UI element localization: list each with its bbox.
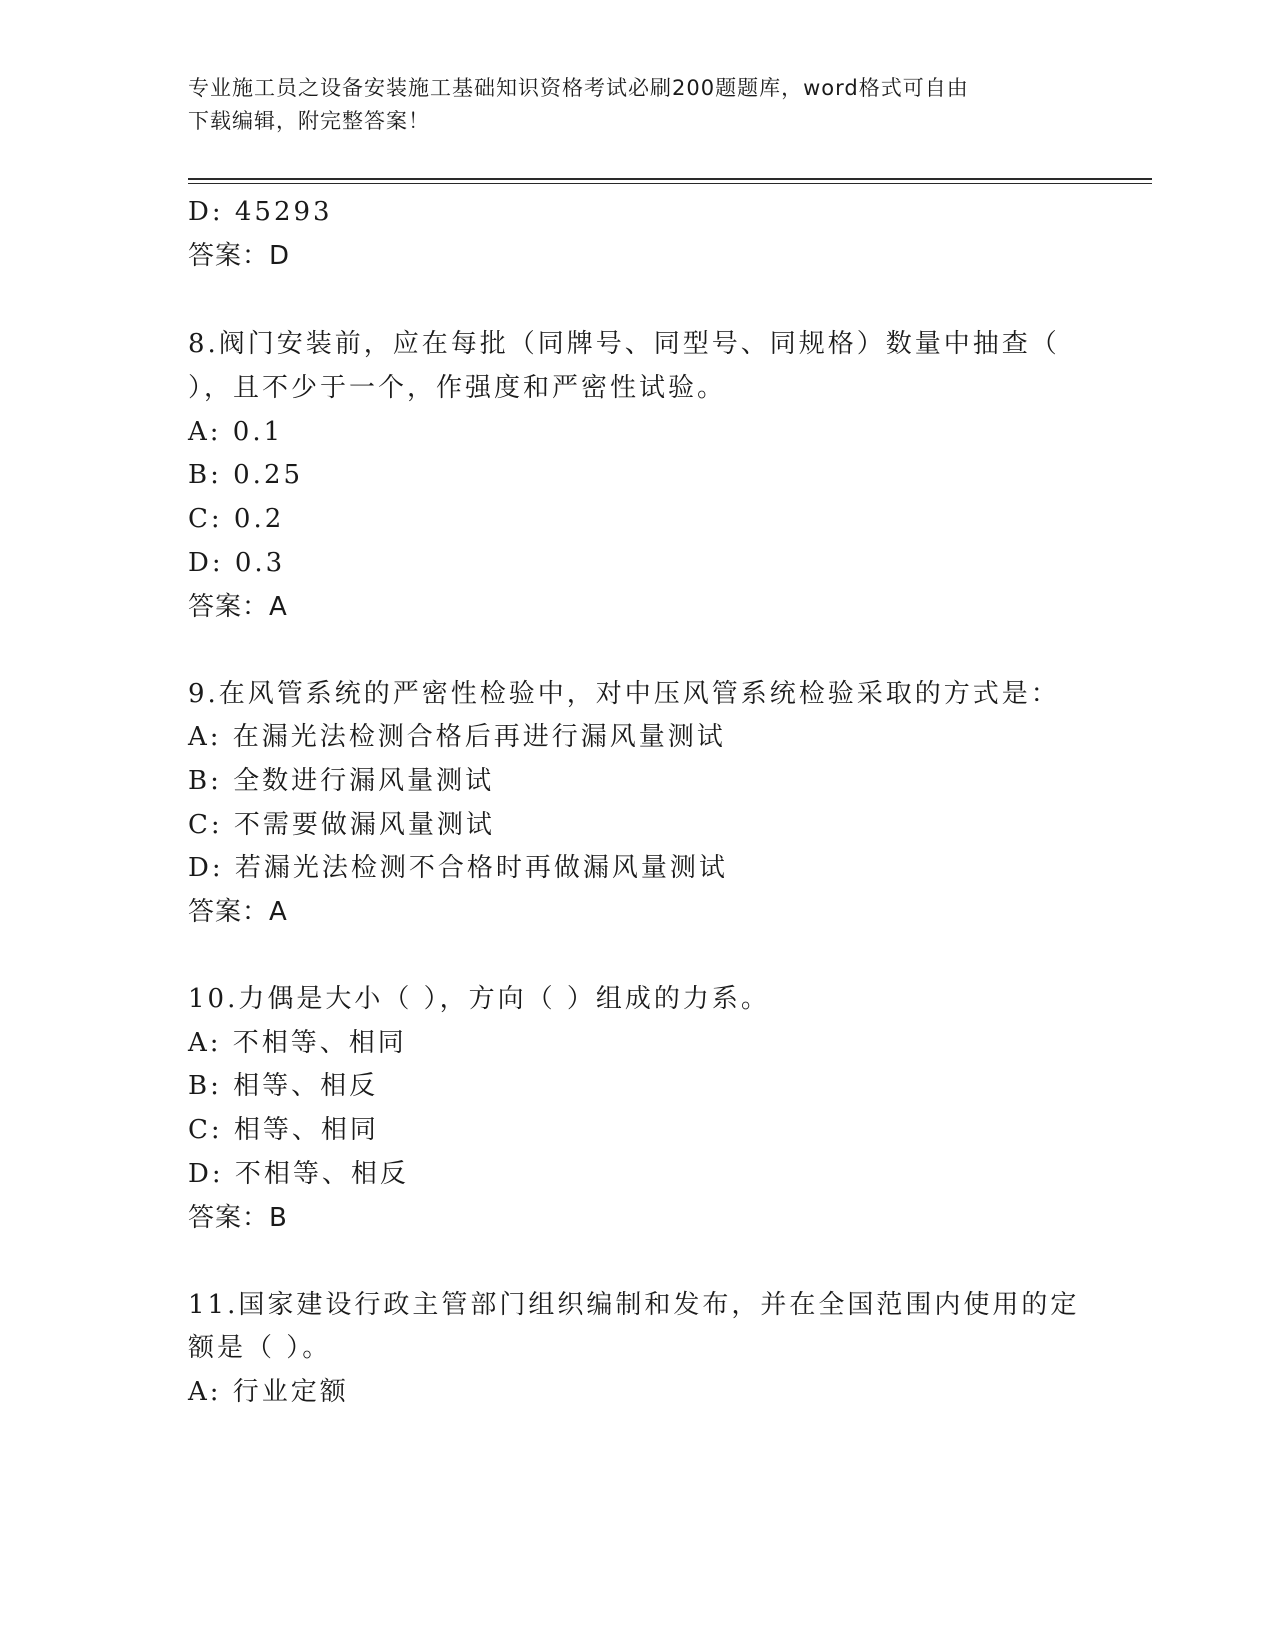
q8-option-b: B: 0.25	[188, 460, 304, 490]
header-divider-thick	[188, 178, 1152, 180]
q9-option-b: B: 全数进行漏风量测试	[188, 766, 495, 796]
q11-option-a: A: 行业定额	[188, 1377, 349, 1407]
q10-stem-line-1: 10.力偶是大小（ ），方向（ ）组成的力系。	[188, 984, 770, 1014]
q9-stem-line-1: 9.在风管系统的严密性检验中，对中压风管系统检验采取的方式是：	[188, 679, 1060, 709]
header-divider-thin	[188, 183, 1152, 184]
q8-option-d: D: 0.3	[188, 548, 286, 578]
q10-option-a: A: 不相等、相同	[188, 1028, 407, 1058]
q8-answer: 答案：A	[188, 592, 288, 622]
q8-option-a: A: 0.1	[188, 417, 284, 447]
q8-stem-line-1: 8.阀门安装前，应在每批（同牌号、同型号、同规格）数量中抽查（	[188, 329, 1060, 359]
q10-option-d: D: 不相等、相反	[188, 1159, 409, 1189]
header-line-1: 专业施工员之设备安装施工基础知识资格考试必刷200题题库，word格式可自由	[188, 76, 969, 100]
q9-option-d: D: 若漏光法检测不合格时再做漏风量测试	[188, 853, 728, 883]
prev-answer: 答案：D	[188, 241, 291, 271]
q9-answer: 答案：A	[188, 897, 288, 927]
document-header	[188, 72, 1088, 138]
prev-option-d: D: 45293	[188, 197, 333, 227]
q10-option-b: B: 相等、相反	[188, 1071, 379, 1101]
header-line-2: 下载编辑，附完整答案！	[188, 109, 430, 133]
q8-stem-line-2: ），且不少于一个，作强度和严密性试验。	[188, 373, 727, 403]
q8-option-c: C: 0.2	[188, 504, 285, 534]
q11-stem-line-2: 额是（ ）。	[188, 1333, 332, 1363]
q9-option-a: A: 在漏光法检测合格后再进行漏风量测试	[188, 722, 726, 752]
q11-stem-line-1: 11.国家建设行政主管部门组织编制和发布，并在全国范围内使用的定	[188, 1290, 1080, 1320]
q9-option-c: C: 不需要做漏风量测试	[188, 810, 495, 840]
q10-answer: 答案：B	[188, 1203, 288, 1233]
q10-option-c: C: 相等、相同	[188, 1115, 379, 1145]
